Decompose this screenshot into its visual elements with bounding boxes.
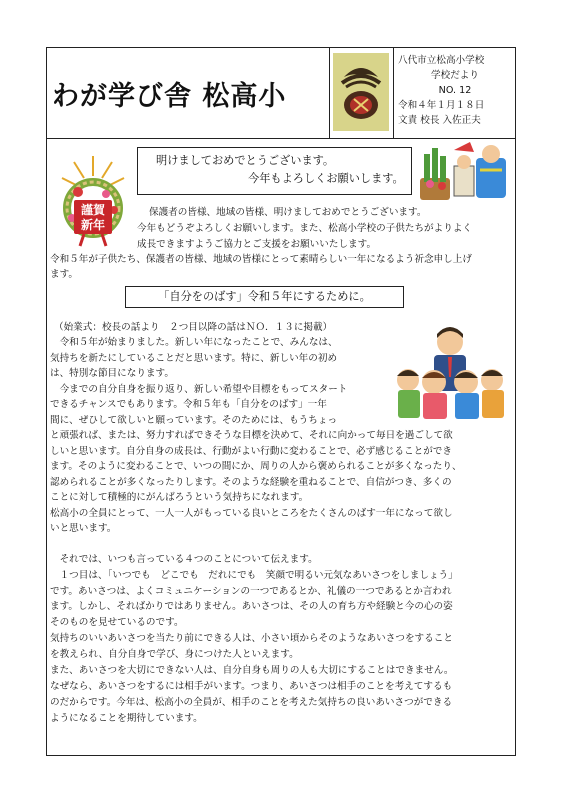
aisatsu-line: なぜなら、あいさつをするには相手がいます。つまり、あいさつは相手のことを考えてするも bbox=[50, 681, 453, 692]
aisatsu-line: ようになることを期待しています。 bbox=[50, 713, 203, 724]
speech-line: 今までの自分自身を振り返り、新しい希望や目標をもってスタート bbox=[50, 384, 348, 395]
aisatsu-line: のだからです。今年は、松高小の全員が、相手のことを考えた気持ちの良いあいさつができる bbox=[50, 697, 453, 708]
speech-line: ことに対して積極的にがんばろうという気持ちになれます。 bbox=[50, 492, 309, 503]
newsletter-title: わが学び舎 松高小 bbox=[52, 81, 287, 112]
family-illustration bbox=[390, 322, 508, 422]
school-name: 八代市立松高小学校 bbox=[398, 55, 485, 66]
school-emblem-image bbox=[330, 47, 392, 137]
kadomatsu-illustration bbox=[414, 140, 510, 204]
speech-line: しいと思います。自分自身の成長は、行動がよい行動に変わることで、必ず感じることができ bbox=[50, 446, 452, 457]
greeting-line-1: 明けましておめでとうございます。 bbox=[156, 154, 335, 167]
intro-line: 保護者の皆様、地域の皆様、明けましておめでとうございます。 bbox=[149, 207, 427, 218]
aisatsu-line: ます。しかし、そればかりではありません。あいさつは、その人の育ち方や経験と今の心の姿 bbox=[50, 601, 453, 612]
speech-line: できるチャンスでもあります。令和５年も「自分をのばす」一年 bbox=[50, 399, 327, 410]
aisatsu-line: また、あいさつを大切にできない人は、自分自身も周りの人も大切にすることはできません。 bbox=[50, 665, 454, 676]
speech-line: は、特別な節目になります。 bbox=[50, 368, 174, 379]
greeting-line-2: 今年もよろしくお願いします。 bbox=[248, 172, 404, 185]
greeting-box bbox=[137, 147, 412, 195]
section-heading: 「自分をのばす」令和５年にするために。 bbox=[125, 286, 404, 308]
speech-line: ます。そのように変わることで、いつの間にか、周りの人から褒められることが多くなったり、 bbox=[50, 461, 462, 472]
aisatsu-line: を教えられ、自分自身で学び、身につけた人といえます。 bbox=[50, 649, 299, 660]
aisatsu-line: です。あいさつは、よくコミュニケーションの一つであるとか、礼儀の一つであるとか言われ bbox=[50, 586, 452, 597]
aisatsu-line: そのものを見せているのです。 bbox=[50, 617, 184, 628]
issue-number: NO. 12 bbox=[438, 85, 472, 96]
speech-line: 松高小の全員にとって、一人一人がもっている良いところをたくさんのばす一年になって欲し bbox=[50, 508, 453, 519]
intro-line: ます。 bbox=[50, 269, 79, 280]
aisatsu-line: 気持ちのいいあいさつを当たり前にできる人は、小さい頃からそのようなあいさつをすること bbox=[50, 633, 453, 644]
speech-line: と頑張れば、または、努力すればできそうな目標を決めて、それに向かって毎日を過ごして欲 bbox=[50, 430, 453, 441]
newsletter-label: 学校だより bbox=[431, 70, 479, 81]
header-emblem-cell bbox=[330, 47, 394, 139]
speech-line: （始業式：校長の話より ２つ目以降の話はＮＯ．１３に掲載） bbox=[54, 322, 333, 333]
intro-line: 今年もどうぞよろしくお願いします。また、松高小学校の子供たちがよりよく bbox=[137, 223, 473, 234]
intro-line: 成長できますようご協力とご支援をお願いいたします。 bbox=[137, 239, 377, 250]
issue-date: 令和４年１月１８日 bbox=[398, 100, 485, 111]
speech-line: いと思います。 bbox=[50, 523, 117, 534]
header-info bbox=[394, 47, 516, 139]
speech-line: 気持ちを新たにしていることだと思います。特に、新しい年の初め bbox=[50, 353, 338, 364]
author-line: 文責 校長 入佐正夫 bbox=[398, 115, 481, 126]
svg-text:新年: 新年 bbox=[80, 218, 106, 232]
aisatsu-line: それでは、いつも言っている４つのことについて伝えます。 bbox=[50, 554, 318, 565]
svg-text:謹賀: 謹賀 bbox=[80, 203, 106, 217]
speech-line: 間に、ぜひして欲しいと願っています。そのためには、もうちょっ bbox=[50, 415, 338, 426]
intro-line: 令和５年が子供たち、保護者の皆様、地域の皆様にとって素晴らしい一年になるよう祈念申し上げ bbox=[50, 254, 472, 265]
new-year-wreath-image bbox=[54, 148, 132, 248]
speech-line: 令和５年が始まりました。新しい年になったことで、みんなは、 bbox=[50, 337, 338, 348]
aisatsu-line: １つ目は、「いつでも どこでも だれにでも 笑顔で明るい元気なあいさつをしましょう」 bbox=[50, 570, 458, 581]
speech-line: 認められることが多くなったりします。そのような経験を重ねることで、自信がつき、多くの bbox=[50, 477, 452, 488]
